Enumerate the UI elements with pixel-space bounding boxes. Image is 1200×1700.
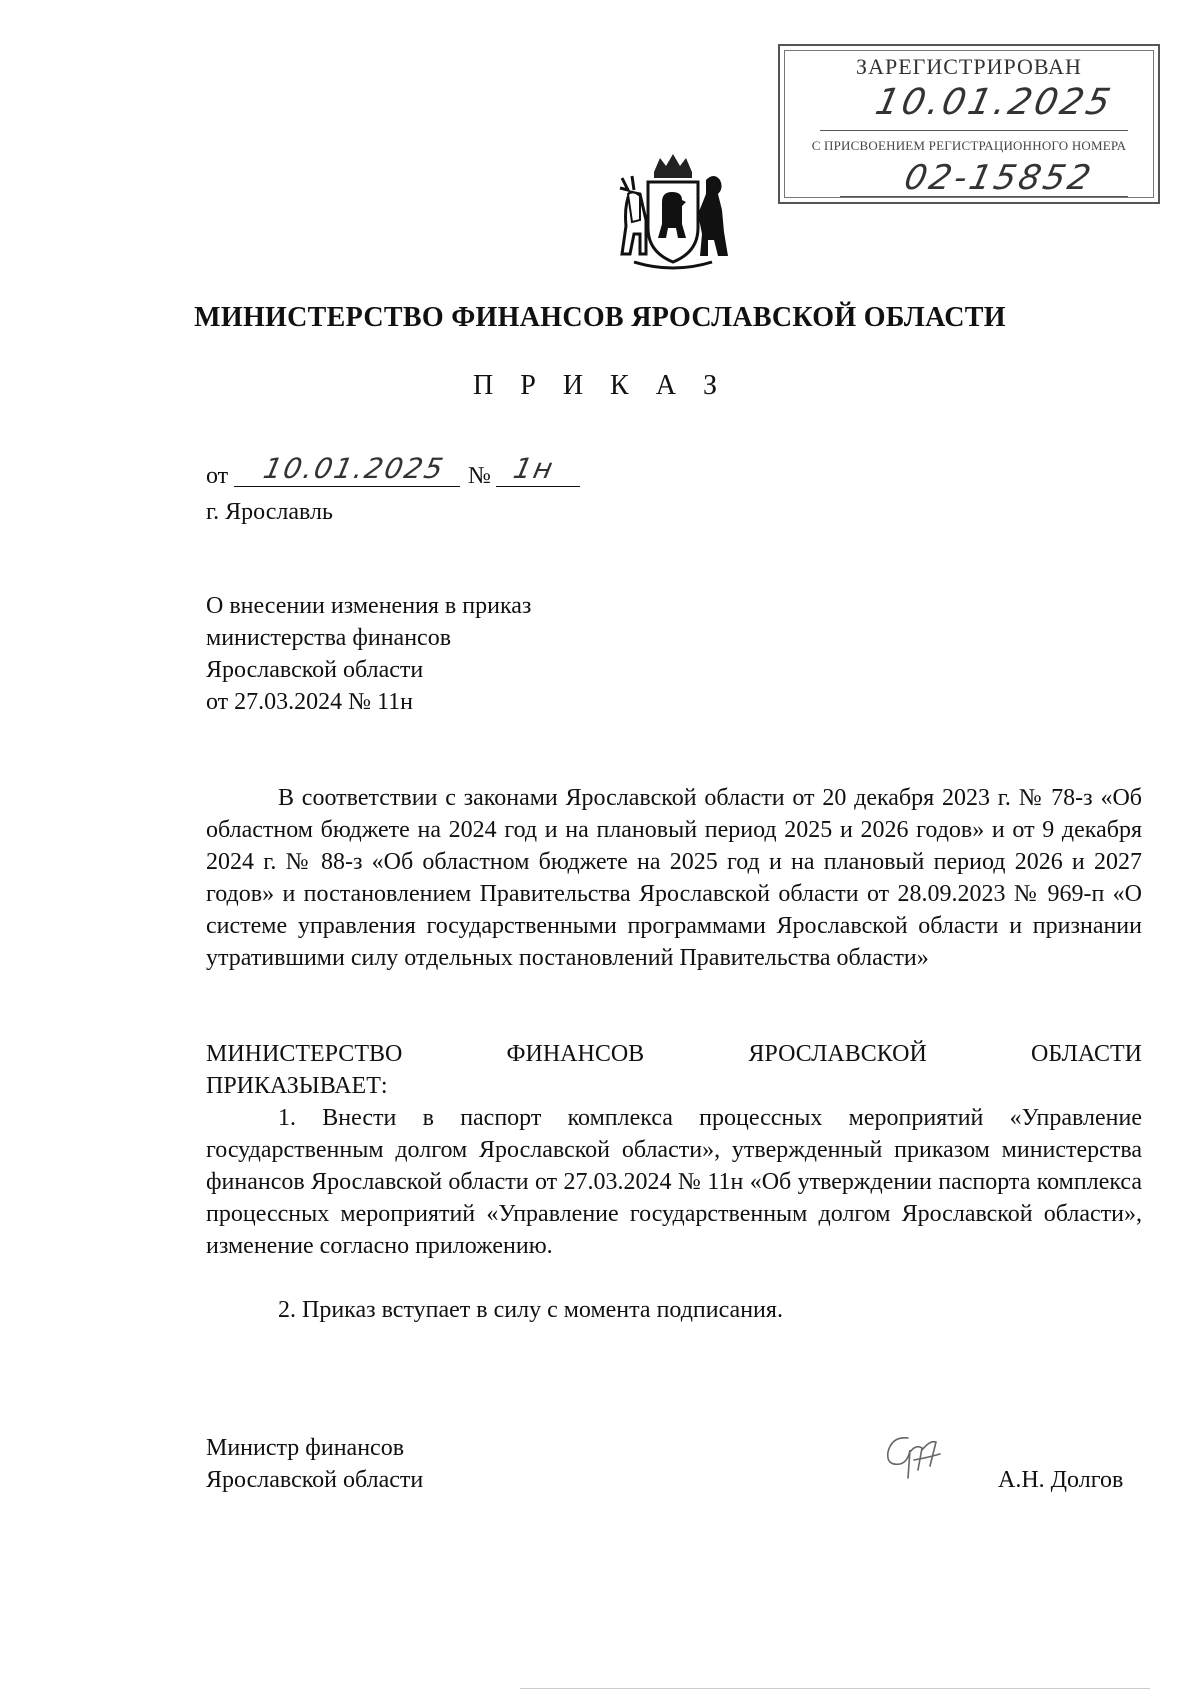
stamp-subtitle: С ПРИСВОЕНИЕМ РЕГИСТРАЦИОННОГО НОМЕРА <box>811 138 1127 153</box>
stamp-handwritten-number: 02-15852 <box>900 158 1098 198</box>
signatory-position-line1: Министр финансов <box>206 1435 405 1461</box>
stamp-title: ЗАРЕГИСТРИРОВАН <box>856 54 1082 79</box>
city: г. Ярославль <box>206 499 333 525</box>
stamp-handwritten-date: 10.01.2025 <box>871 82 1117 123</box>
stamp-number-line <box>840 196 1128 197</box>
scan-edge-line <box>520 1688 1150 1689</box>
subject-line: О внесении изменения в приказ <box>206 593 532 619</box>
date-underline <box>234 486 460 487</box>
subject-block <box>206 590 531 718</box>
handwritten-signature <box>878 1426 948 1484</box>
registration-stamp <box>778 44 1160 204</box>
preamble-paragraph: В соответствии с законами Ярославской области от 20 декабря 2023 г. № 78-з «Об областном бюджете на 2024 год и на плановый период 2025 и 2026 годов» и от 9 декабря 2024 г. № 88-з «Об областном бюджете на 2025 год и на плановый период 2026 и 2027 годов» и постановлением Правительства Ярославской области от 28.09.2023 № 969-п «О системе управления государственными программами Ярославской области и признании утратившими силу отдельных постановлений Правительства области» <box>206 785 1142 971</box>
orders-word: МИНИСТЕРСТВО <box>206 1041 403 1067</box>
orders-line <box>206 1038 1142 1070</box>
handwritten-order-date: 10.01.2025 <box>260 452 448 485</box>
orders-word: ЯРОСЛАВСКОЙ <box>748 1041 927 1067</box>
orders-word: ОБЛАСТИ <box>1031 1041 1142 1067</box>
stamp-date-line <box>820 130 1128 131</box>
ministry-heading: МИНИСТЕРСТВО ФИНАНСОВ ЯРОСЛАВСКОЙ ОБЛАСТИ <box>194 302 1006 333</box>
signatory-position-line2: Ярославской области <box>206 1467 424 1493</box>
date-label: от <box>206 463 229 489</box>
orders-word: ФИНАНСОВ <box>506 1041 645 1067</box>
orders-verb: ПРИКАЗЫВАЕТ: <box>206 1073 388 1099</box>
signatory-name: А.Н. Долгов <box>998 1467 1124 1493</box>
subject-line: от 27.03.2024 № 11н <box>206 689 414 715</box>
handwritten-order-number: 1н <box>510 452 558 485</box>
document-type-heading: П Р И К А З <box>473 370 727 401</box>
coat-of-arms-emblem <box>610 150 736 276</box>
subject-line: министерства финансов <box>206 625 452 651</box>
number-underline <box>496 486 580 487</box>
subject-line: Ярославской области <box>206 657 424 683</box>
order-item-2: 2. Приказ вступает в силу с момента подписания. <box>278 1297 783 1323</box>
number-label: № <box>468 463 491 489</box>
order-item-1: 1. Внести в паспорт комплекса процессных мероприятий «Управление государственным долгом Ярославской области», утвержденный приказом министерства финансов Ярославской области от 27.03.2024 № 11н «Об утверждении паспорта комплекса процессных мероприятий «Управление государственным долгом Ярославской области», изменение согласно приложению. <box>206 1105 1142 1259</box>
